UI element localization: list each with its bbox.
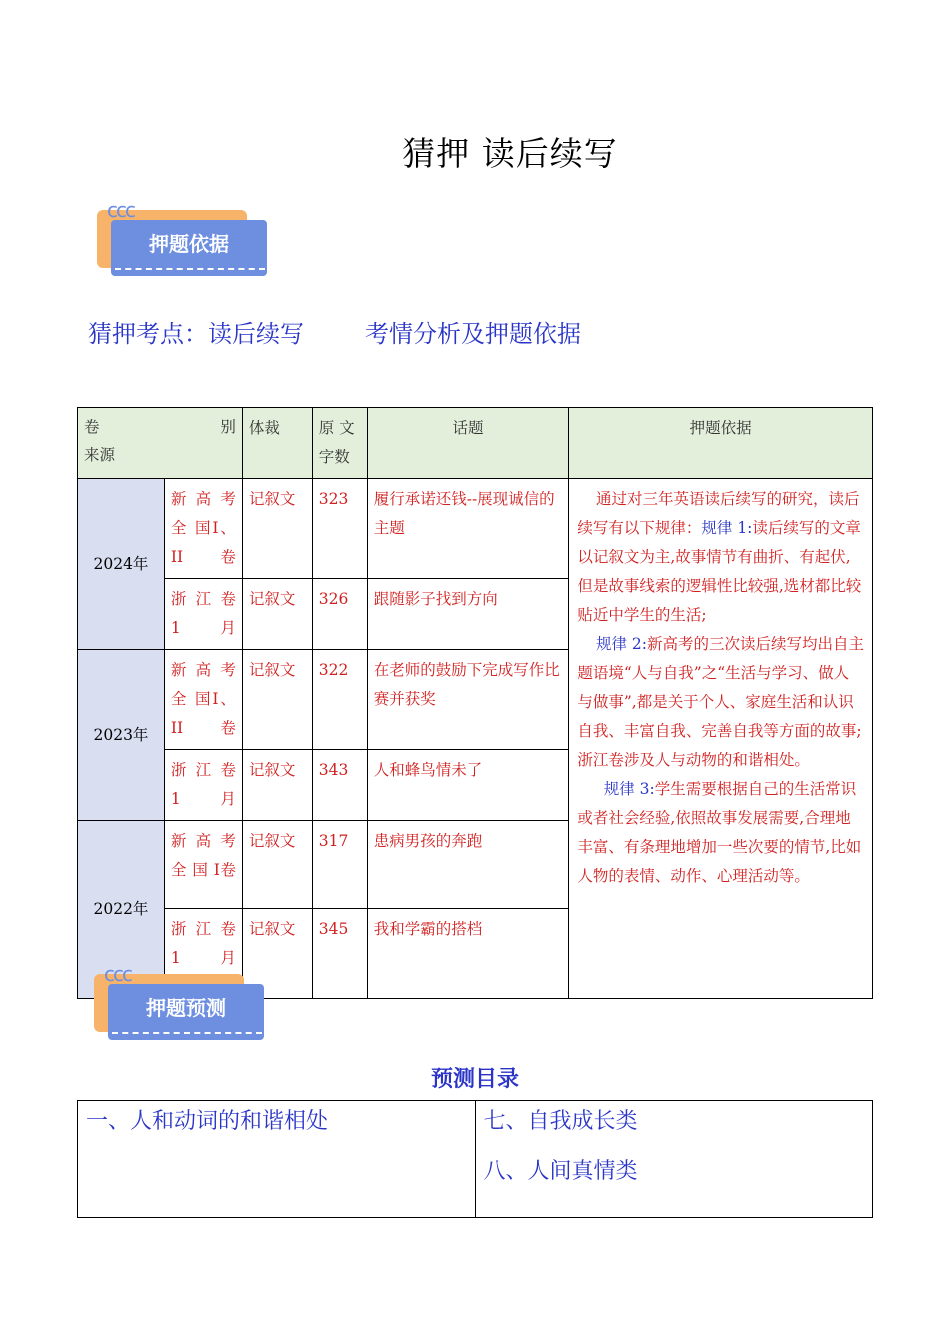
table-header-row — [78, 408, 873, 479]
badge-dash-line — [115, 268, 265, 270]
header-source: 卷 别 来源 — [78, 408, 243, 479]
header-word-count: 原 文字数 — [312, 408, 367, 479]
basis-cell: 通过对三年英语读后续写的研究，读后续写有以下规律：规律 1:读后续写的文章以记叙文为主,故事情节有曲折、有起伏,但是故事线索的逻辑性比较强,选材都比较贴近中学生的生活; 规律 2:新高考的三次读后续写均出自主题语境“人与自我”之“生活与学习、做人与做事”,都是关于个人、家庭生活和认识自我、丰富自我、完善自我等方面的故事;浙江卷涉及人与动物的和谐相处。 规律 3:学生需要根据自己的生活常识或者社会经验,依照故事发展需要,合理地丰富、有条理地增加一些次要的情节,比如人物的表情、动作、心理活动等。 — [569, 479, 873, 999]
word-count-cell: 326 — [312, 579, 367, 650]
toc-left-column — [78, 1101, 476, 1218]
paper-cell: 新 高 考全 国I、II 卷 — [164, 479, 242, 579]
section-badge-basis — [97, 198, 277, 288]
topic-cell: 人和蜂鸟情未了 — [367, 750, 569, 821]
table-row — [78, 479, 873, 579]
ring-binder-icon: ccc — [107, 198, 134, 222]
topic-cell: 跟随影子找到方向 — [367, 579, 569, 650]
badge-label: 押题预测 — [146, 996, 226, 1020]
genre-cell: 记叙文 — [242, 909, 312, 999]
word-count-cell: 317 — [312, 821, 367, 909]
paper-cell: 浙 江 卷1月 — [164, 909, 242, 999]
year-cell: 2024年 — [78, 479, 165, 650]
toc-right-column — [475, 1101, 873, 1218]
section-badge-prediction — [94, 962, 274, 1052]
topic-cell: 在老师的鼓励下完成写作比赛并获奖 — [367, 650, 569, 750]
topic-cell: 患病男孩的奔跑 — [367, 821, 569, 909]
genre-cell: 记叙文 — [242, 579, 312, 650]
word-count-cell: 322 — [312, 650, 367, 750]
paper-cell: 新 高 考全 国I、II 卷 — [164, 650, 242, 750]
ring-binder-icon: ccc — [104, 962, 131, 986]
toc-item[interactable]: 一、人和动词的和谐相处 — [86, 1109, 329, 1134]
year-cell: 2023年 — [78, 650, 165, 821]
genre-cell: 记叙文 — [242, 650, 312, 750]
year-cell: 2022年 — [78, 821, 165, 999]
header-genre: 体裁 — [242, 408, 312, 479]
genre-cell: 记叙文 — [242, 479, 312, 579]
genre-cell: 记叙文 — [242, 750, 312, 821]
paper-cell: 新 高 考全 国 I卷 — [164, 821, 242, 909]
toc-item[interactable]: 八、人间真情类 — [483, 1159, 638, 1184]
header-topic: 话题 — [367, 408, 569, 479]
topic-cell: 我和学霸的搭档 — [367, 909, 569, 999]
toc-title: 预测目录 — [430, 1067, 519, 1092]
paper-cell: 浙 江 卷1月 — [164, 579, 242, 650]
header-basis: 押题依据 — [569, 408, 873, 479]
toc-item[interactable]: 七、自我成长类 — [483, 1109, 638, 1134]
genre-cell: 记叙文 — [242, 821, 312, 909]
paper-cell: 浙 江 卷1月 — [164, 750, 242, 821]
word-count-cell: 343 — [312, 750, 367, 821]
section-subtitle: 猜押考点：读后续写 考情分析及押题依据 — [88, 320, 582, 348]
word-count-cell: 345 — [312, 909, 367, 999]
badge-dash-line — [112, 1032, 262, 1034]
page-title: 猜押 读后续写 — [402, 134, 618, 173]
badge-label: 押题依据 — [149, 232, 229, 256]
word-count-cell: 323 — [312, 479, 367, 579]
exam-analysis-table — [77, 407, 873, 999]
topic-cell: 履行承诺还钱--展现诚信的主题 — [367, 479, 569, 579]
toc-table — [77, 1100, 873, 1218]
